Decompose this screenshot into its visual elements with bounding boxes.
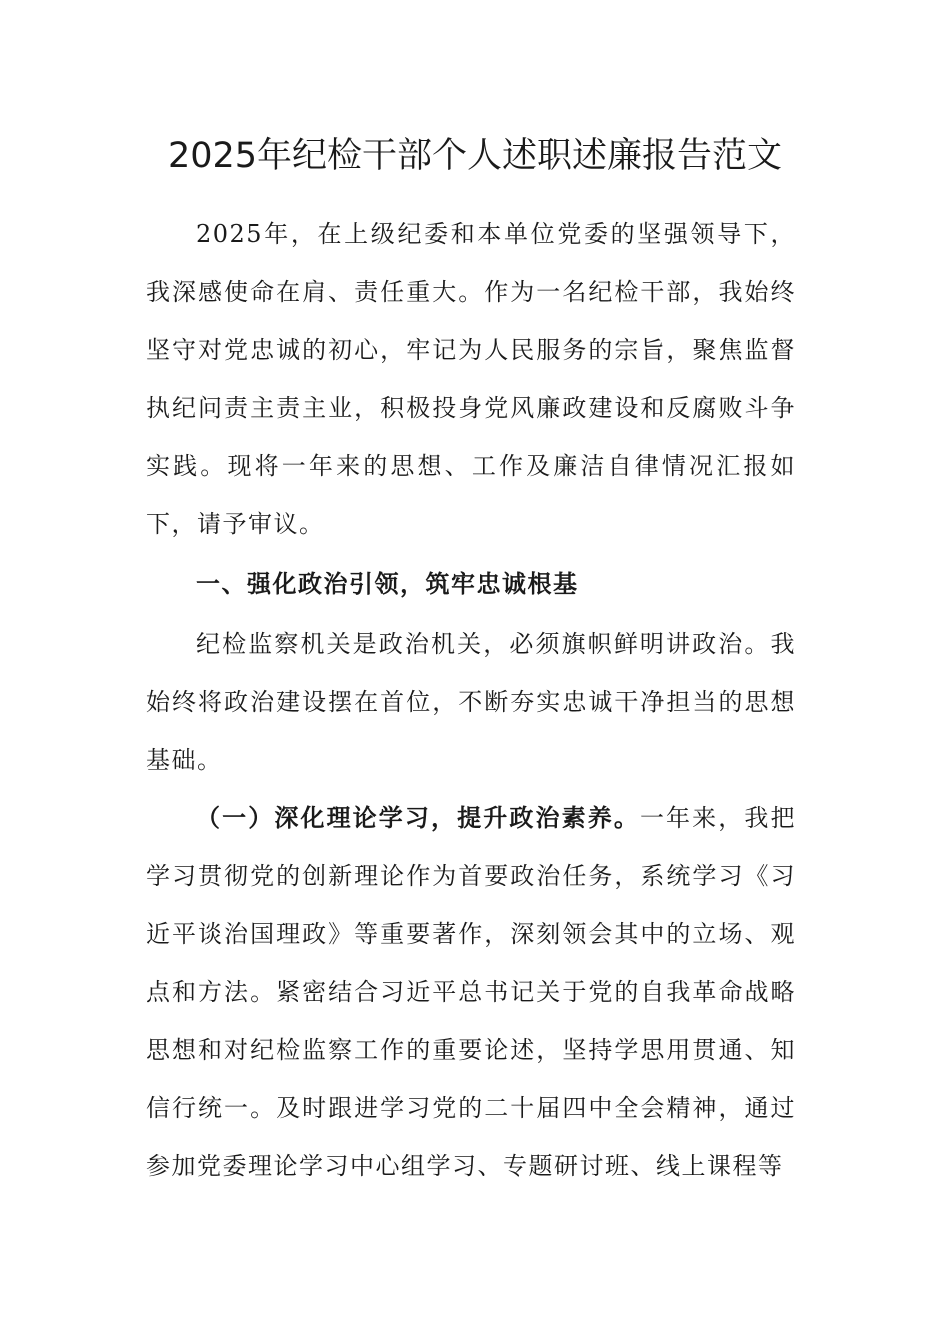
intro-paragraph: 2025年，在上级纪委和本单位党委的坚强领导下，我深感使命在肩、责任重大。作为一名纪检干部，我始终坚守对党忠诚的初心，牢记为人民服务的宗旨，聚焦监督执纪问责主责主业，积极投身党风廉政建设和反腐败斗争实践。现将一年来的思想、工作及廉洁自律情况汇报如下，请予审议。 <box>146 220 796 538</box>
subsection-paragraph <box>146 789 796 1195</box>
document-body <box>146 205 796 1195</box>
section-heading: 一、强化政治引领，筑牢忠诚根基 <box>196 569 579 598</box>
subsection-text: 一年来，我把学习贯彻党的创新理论作为首要政治任务，系统学习《习近平谈治国理政》等重要著作，深刻领会其中的立场、观点和方法。紧密结合习近平总书记关于党的自我革命战略思想和对纪检监察工作的重要论述，坚持学思用贯通、知信行统一。及时跟进学习党的二十届四中全会精神，通过参加党委理论学习中心组学习、专题研讨班、线上课程等 <box>146 804 797 1180</box>
subsection-lead: （一）深化理论学习，提升政治素养。 <box>196 803 640 832</box>
section-paragraph: 纪检监察机关是政治机关，必须旗帜鲜明讲政治。我始终将政治建设摆在首位，不断夯实忠诚干净担当的思想基础。 <box>146 630 796 774</box>
document-title: 2025年纪检干部个人述职述廉报告范文 <box>167 136 783 176</box>
